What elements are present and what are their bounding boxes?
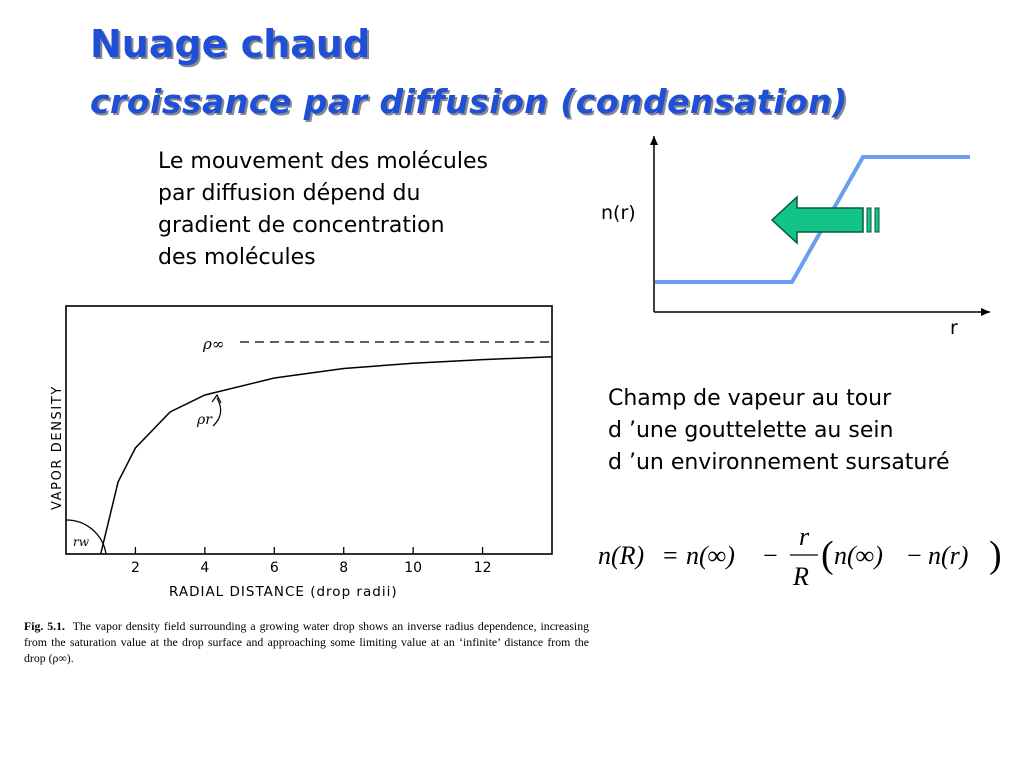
x-tick-label: 4 — [200, 560, 210, 576]
figure-xlabel: RADIAL DISTANCE (drop radii) — [169, 584, 398, 600]
diffusion-arrow-icon — [772, 197, 879, 243]
fraction-denominator: R — [793, 562, 809, 591]
equation-n-inf: n(∞) — [686, 541, 735, 570]
intro-line: des molécules — [158, 245, 316, 270]
caption-text: The vapor density field surrounding a growing water drop shows an inverse radius dependence, increasing from the saturation value at the drop surface and approaching some limiting value at an ‘infinite’ distance from the drop (ρ∞). — [24, 619, 589, 665]
figure-caption — [24, 618, 589, 666]
close-paren: ) — [989, 534, 1002, 576]
intro-line: gradient de concentration — [158, 213, 445, 238]
series-pointer-arrow — [213, 398, 221, 426]
x-axis-label: r — [950, 317, 958, 339]
x-tick-label: 8 — [339, 560, 349, 576]
y-axis-label: n(r) — [601, 202, 636, 224]
x-tick-label: 6 — [269, 560, 279, 576]
equation-n-r: n(r) — [928, 541, 969, 570]
equation-equals: = — [663, 541, 678, 570]
growth-equation — [590, 515, 1010, 595]
figure-frame — [66, 306, 552, 554]
fraction-numerator: r — [799, 522, 810, 551]
description-line: Champ de vapeur au tour — [608, 386, 892, 411]
drop-radius-label: rw — [73, 535, 90, 549]
equation-lhs: n(R) — [598, 541, 645, 570]
intro-line: Le mouvement des molécules — [158, 149, 488, 174]
x-ticks — [131, 547, 492, 576]
x-tick-label: 2 — [130, 560, 140, 576]
description-line: d ’un environnement sursaturé — [608, 450, 950, 475]
figure-ylabel: VAPOR DENSITY — [50, 385, 65, 510]
limit-label: ρ∞ — [203, 335, 225, 353]
equation-minus: − — [763, 541, 778, 570]
description-paragraph — [608, 383, 1018, 479]
caption-label: Fig. 5.1. — [24, 619, 65, 633]
open-paren: ( — [821, 534, 834, 576]
slide-title: Nuage chaud — [90, 22, 371, 66]
x-tick-label: 12 — [473, 560, 492, 576]
equation-n-inf-2: n(∞) — [834, 541, 883, 570]
vapor-density-curve — [101, 357, 552, 554]
intro-line: par diffusion dépend du — [158, 181, 421, 206]
description-line: d ’une gouttelette au sein — [608, 418, 894, 443]
series-label: ρr — [197, 412, 212, 428]
intro-paragraph — [158, 146, 558, 274]
x-tick-label: 10 — [404, 560, 423, 576]
vapor-density-figure — [40, 298, 565, 610]
equation-minus-2: − — [907, 541, 922, 570]
slide-subtitle: croissance par diffusion (condensation) — [90, 82, 848, 121]
concentration-schematic — [590, 130, 1000, 345]
